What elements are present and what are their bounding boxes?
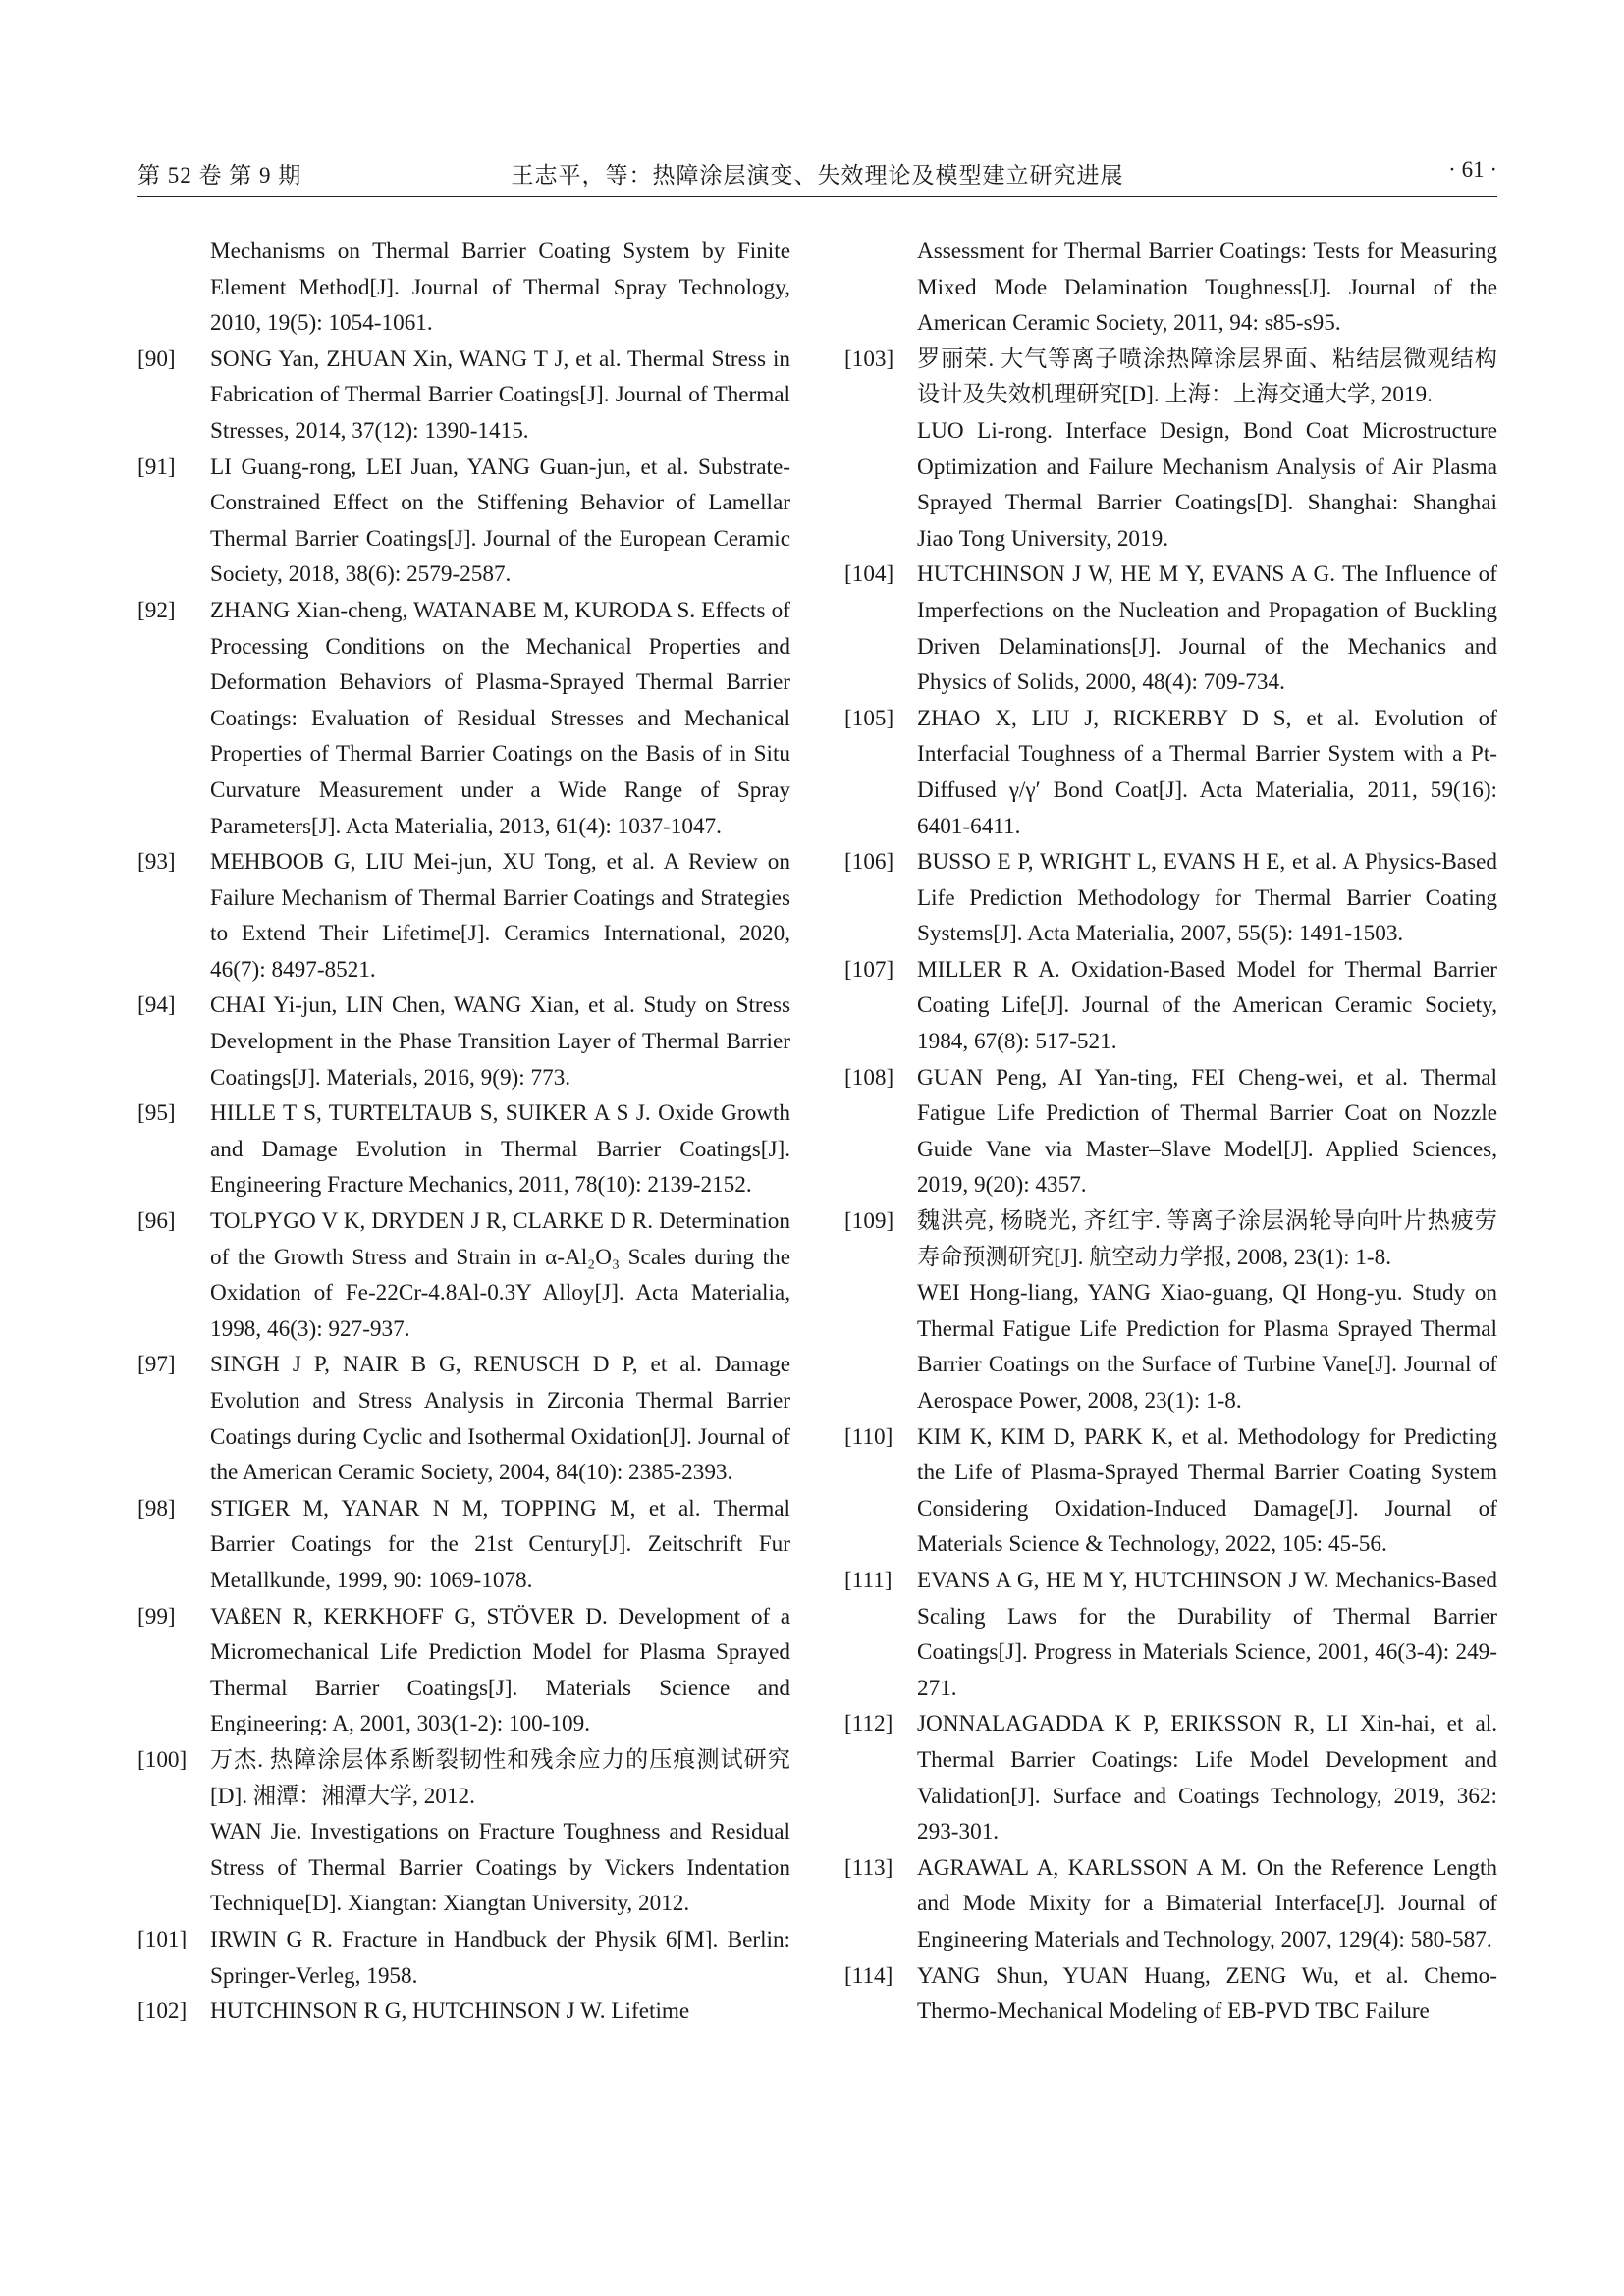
reference-item bbox=[137, 1922, 790, 1994]
reference-body bbox=[210, 593, 790, 844]
reference-number: [101] bbox=[137, 1926, 188, 1952]
reference-body bbox=[917, 1203, 1497, 1419]
volume-issue: 第 52 卷 第 9 期 bbox=[137, 163, 302, 187]
reference-number: [94] bbox=[137, 992, 176, 1019]
reference-number: [106] bbox=[844, 849, 894, 876]
reference-text: LI Guang-rong, LEI Juan, YANG Guan-jun, et al. Substrate-Constrained Effect on the Stiffening Behavior of Lamellar Thermal Barrier Coatings[J]. Journal of the European Ceramic Society, 2018, 38(6): 2579-2587. bbox=[210, 454, 790, 588]
reference-continuation bbox=[137, 234, 790, 342]
reference-body bbox=[917, 1958, 1497, 2030]
reference-text: MILLER R A. Oxidation-Based Model for Thermal Barrier Coating Life[J]. Journal of the American Ceramic Society, 1984, 67(8): 517-521. bbox=[917, 956, 1497, 1055]
reference-body bbox=[917, 1419, 1497, 1563]
reference-text: STIGER M, YANAR N M, TOPPING M, et al. Thermal Barrier Coatings for the 21st Century[J]. Zeitschrift Fur Metallkunde, 1999, 90: 1069-1078. bbox=[210, 1495, 790, 1593]
reference-body bbox=[210, 1994, 790, 2030]
reference-text: 魏洪亮, 杨晓光, 齐红宇. 等离子涂层涡轮导向叶片热疲劳寿命预测研究[J]. 航空动力学报, 2008, 23(1): 1-8. bbox=[917, 1208, 1497, 1270]
running-title: 王志平，等：热障涂层演变、失效理论及模型建立研究进展 bbox=[511, 163, 1124, 187]
reference-item bbox=[137, 1742, 790, 1922]
reference-number: [112] bbox=[844, 1711, 893, 1737]
reference-number: [113] bbox=[844, 1854, 893, 1881]
reference-body bbox=[210, 1095, 790, 1203]
reference-item bbox=[844, 1563, 1497, 1706]
reference-text: 万杰. 热障涂层体系断裂韧性和残余应力的压痕测试研究[D]. 湘潭：湘潭大学, 2012. bbox=[210, 1746, 790, 1809]
reference-number: [103] bbox=[844, 346, 894, 372]
reference-number: [99] bbox=[137, 1603, 176, 1629]
reference-text: Mechanisms on Thermal Barrier Coating System by Finite Element Method[J]. Journal of Thermal Spray Technology, 2010, 19(5): 1054-1061. bbox=[210, 239, 790, 337]
reference-number: [97] bbox=[137, 1352, 176, 1378]
reference-text: LUO Li-rong. Interface Design, Bond Coat Microstructure Optimization and Failure Mechanism Analysis of Air Plasma Sprayed Thermal Barrier Coatings[D]. Shanghai: Shanghai Jiao Tong University, 2019. bbox=[917, 417, 1497, 552]
reference-text: HILLE T S, TURTELTAUB S, SUIKER A S J. Oxide Growth and Damage Evolution in Thermal Barrier Coatings[J]. Engineering Fracture Mechanics, 2011, 78(10): 2139-2152. bbox=[210, 1100, 790, 1199]
reference-item bbox=[137, 450, 790, 593]
reference-number: [95] bbox=[137, 1100, 176, 1127]
reference-text: JONNALAGADDA K P, ERIKSSON R, LI Xin-hai, et al. Thermal Barrier Coatings: Life Model Development and Validation[J]. Surface and Coatings Technology, 2019, 362: 293-301. bbox=[917, 1711, 1497, 1845]
reference-text: VAßEN R, KERKHOFF G, STÖVER D. Development of a Micromechanical Life Prediction Model for Plasma Sprayed Thermal Barrier Coatings[J]. Materials Science and Engineering: A, 2001, 303(1-2): 100-109. bbox=[210, 1603, 790, 1737]
reference-number: [114] bbox=[844, 1962, 893, 1989]
reference-body bbox=[917, 844, 1497, 952]
reference-item bbox=[137, 1994, 790, 2030]
reference-item bbox=[844, 952, 1497, 1060]
running-header bbox=[137, 151, 1497, 190]
reference-item bbox=[844, 342, 1497, 558]
reference-item bbox=[844, 1706, 1497, 1849]
reference-number: [91] bbox=[137, 454, 176, 480]
reference-item bbox=[137, 1599, 790, 1742]
reference-body bbox=[917, 1563, 1497, 1706]
reference-item bbox=[137, 844, 790, 988]
reference-body bbox=[210, 1347, 790, 1490]
left-column bbox=[137, 234, 790, 2030]
reference-text: BUSSO E P, WRIGHT L, EVANS H E, et al. A Physics-Based Life Prediction Methodology for Thermal Barrier Coating Systems[J]. Acta Materialia, 2007, 55(5): 1491-1503. bbox=[917, 849, 1497, 947]
reference-text: AGRAWAL A, KARLSSON A M. On the Reference Length and Mode Mixity for a Bimaterial Interface[J]. Journal of Engineering Materials and Technology, 2007, 129(4): 580-587. bbox=[917, 1854, 1497, 1952]
reference-body bbox=[917, 557, 1497, 700]
reference-number: [90] bbox=[137, 346, 176, 372]
reference-item bbox=[137, 593, 790, 844]
reference-continuation bbox=[844, 234, 1497, 342]
reference-text: SINGH J P, NAIR B G, RENUSCH D P, et al. Damage Evolution and Stress Analysis in Zirconia Thermal Barrier Coatings during Cyclic and Isothermal Oxidation[J]. Journal of the American Ceramic Society, 2004, 84(10): 2385-2393. bbox=[210, 1352, 790, 1486]
reference-number: [100] bbox=[137, 1746, 188, 1773]
reference-body bbox=[917, 1850, 1497, 1958]
reference-item bbox=[844, 1203, 1497, 1419]
reference-item bbox=[844, 1958, 1497, 2030]
header-rule bbox=[137, 196, 1497, 197]
reference-body bbox=[917, 1060, 1497, 1203]
reference-text: EVANS A G, HE M Y, HUTCHINSON J W. Mechanics-Based Scaling Laws for the Durability of Thermal Barrier Coatings[J]. Progress in Materials Science, 2001, 46(3-4): 249-271. bbox=[917, 1567, 1497, 1701]
reference-body bbox=[210, 1491, 790, 1599]
reference-text: HUTCHINSON J W, HE M Y, EVANS A G. The Influence of Imperfections on the Nucleation and Propagation of Buckling Driven Delaminations[J]. Journal of the Mechanics and Physics of Solids, 2000, 48(4): 709-734. bbox=[917, 561, 1497, 696]
reference-text: IRWIN G R. Fracture in Handbuck der Physik 6[M]. Berlin: Springer-Verleg, 1958. bbox=[210, 1926, 790, 1989]
reference-text: ZHANG Xian-cheng, WATANABE M, KURODA S. Effects of Processing Conditions on the Mechanical Properties and Deformation Behaviors of Plasma-Sprayed Thermal Barrier Coatings: Evaluation of Residual Stresses and Mechanical Properties of Thermal Barrier Coatings on the Basis of in Situ Curvature Measurement under a Wide Range of Spray Parameters[J]. Acta Materialia, 2013, 61(4): 1037-1047. bbox=[210, 597, 790, 839]
reference-number: [92] bbox=[137, 597, 176, 623]
reference-text: KIM K, KIM D, PARK K, et al. Methodology for Predicting the Life of Plasma-Sprayed Thermal Barrier Coating System Considering Oxidation-Induced Damage[J]. Journal of Materials Science & Technology, 2022, 105: 45-56. bbox=[917, 1423, 1497, 1558]
reference-text: YANG Shun, YUAN Huang, ZENG Wu, et al. Chemo-Thermo-Mechanical Modeling of EB-PVD TBC Failure bbox=[917, 1962, 1497, 2025]
reference-item bbox=[137, 1203, 790, 1347]
reference-text: MEHBOOB G, LIU Mei-jun, XU Tong, et al. A Review on Failure Mechanism of Thermal Barrier Coatings and Strategies to Extend Their Lifetime[J]. Ceramics International, 2020, 46(7): 8497-8521. bbox=[210, 849, 790, 983]
right-column bbox=[844, 234, 1497, 2030]
reference-body bbox=[210, 988, 790, 1095]
reference-text: TOLPYGO V K, DRYDEN J R, CLARKE D R. Determination of the Growth Stress and Strain in α-Al₂O₃ Scales during the Oxidation of Fe-22Cr-4.8Al-0.3Y Alloy[J]. Acta Materialia, 1998, 46(3): 927-937. bbox=[210, 1208, 790, 1342]
reference-body bbox=[917, 1706, 1497, 1849]
reference-text: Assessment for Thermal Barrier Coatings: Tests for Measuring Mixed Mode Delamination Toughness[J]. Journal of the American Ceramic Society, 2011, 94: s85-s95. bbox=[917, 239, 1497, 337]
reference-text: WEI Hong-liang, YANG Xiao-guang, QI Hong-yu. Study on Thermal Fatigue Life Prediction for Plasma Sprayed Thermal Barrier Coatings on the Surface of Turbine Vane[J]. Journal of Aerospace Power, 2008, 23(1): 1-8. bbox=[917, 1280, 1497, 1414]
reference-body bbox=[210, 844, 790, 988]
reference-number: [109] bbox=[844, 1208, 894, 1235]
reference-text: 罗丽荣. 大气等离子喷涂热障涂层界面、粘结层微观结构设计及失效机理研究[D]. 上海：上海交通大学, 2019. bbox=[917, 346, 1497, 408]
reference-body bbox=[210, 1742, 790, 1922]
reference-item bbox=[137, 1347, 790, 1490]
page-number: · 61 · bbox=[1448, 157, 1497, 182]
reference-body bbox=[210, 1203, 790, 1347]
reference-item bbox=[137, 342, 790, 450]
reference-item bbox=[844, 1850, 1497, 1958]
reference-number: [102] bbox=[137, 1999, 188, 2025]
reference-number: [98] bbox=[137, 1495, 176, 1522]
reference-body bbox=[210, 450, 790, 593]
reference-body bbox=[210, 342, 790, 450]
reference-number: [111] bbox=[844, 1567, 893, 1593]
reference-body bbox=[210, 1599, 790, 1742]
reference-item bbox=[844, 557, 1497, 700]
reference-item bbox=[137, 1095, 790, 1203]
reference-item bbox=[844, 1060, 1497, 1203]
reference-text: ZHAO X, LIU J, RICKERBY D S, et al. Evolution of Interfacial Toughness of a Thermal Barrier System with a Pt-Diffused γ/γ′ Bond Coat[J]. Acta Materialia, 2011, 59(16): 6401-6411. bbox=[917, 705, 1497, 839]
reference-number: [110] bbox=[844, 1423, 893, 1450]
reference-item bbox=[137, 988, 790, 1095]
reference-text: HUTCHINSON R G, HUTCHINSON J W. Lifetime bbox=[210, 1999, 690, 2025]
reference-item bbox=[844, 1419, 1497, 1563]
reference-text: SONG Yan, ZHUAN Xin, WANG T J, et al. Thermal Stress in Fabrication of Thermal Barrier Coatings[J]. Journal of Thermal Stresses, 2014, 37(12): 1390-1415. bbox=[210, 346, 790, 444]
reference-item bbox=[137, 1491, 790, 1599]
reference-number: [104] bbox=[844, 561, 894, 588]
reference-number: [107] bbox=[844, 956, 894, 983]
reference-number: [108] bbox=[844, 1064, 894, 1091]
reference-text: GUAN Peng, AI Yan-ting, FEI Cheng-wei, et al. Thermal Fatigue Life Prediction of Thermal Barrier Coat on Nozzle Guide Vane via Master–Slave Model[J]. Applied Sciences, 2019, 9(20): 4357. bbox=[917, 1064, 1497, 1199]
reference-number: [96] bbox=[137, 1208, 176, 1235]
reference-text: WAN Jie. Investigations on Fracture Toughness and Residual Stress of Thermal Barrier Coatings by Vickers Indentation Technique[D]. Xiangtan: Xiangtan University, 2012. bbox=[210, 1819, 790, 1917]
reference-item bbox=[844, 844, 1497, 952]
reference-number: [93] bbox=[137, 849, 176, 876]
reference-body bbox=[210, 1922, 790, 1994]
reference-body bbox=[917, 342, 1497, 558]
reference-number: [105] bbox=[844, 705, 894, 731]
reference-item bbox=[844, 701, 1497, 844]
reference-body bbox=[917, 952, 1497, 1060]
reference-body bbox=[917, 701, 1497, 844]
reference-text: CHAI Yi-jun, LIN Chen, WANG Xian, et al. Study on Stress Development in the Phase Transition Layer of Thermal Barrier Coatings[J]. Materials, 2016, 9(9): 773. bbox=[210, 992, 790, 1091]
